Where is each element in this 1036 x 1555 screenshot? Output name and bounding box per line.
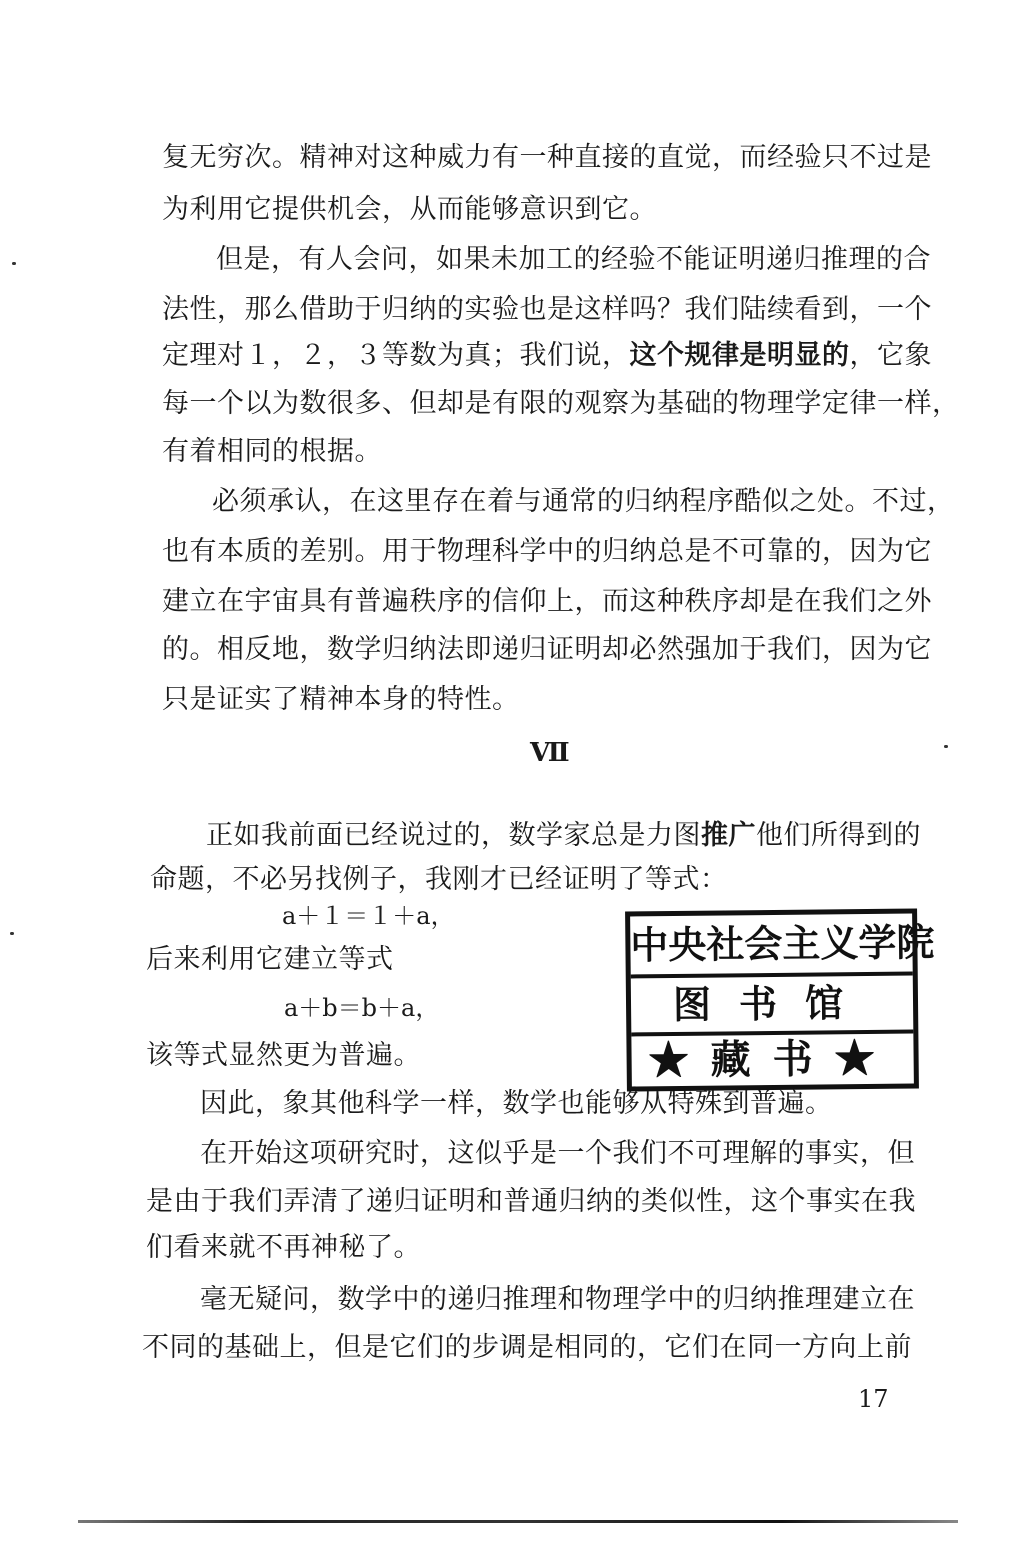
text-line-13-a: 正如我前面已经说过的，数学家总是力图 bbox=[206, 820, 701, 851]
emphasis-rule-obvious: 这个规律是明显的 bbox=[629, 340, 850, 371]
section-heading: Ⅶ bbox=[530, 738, 570, 768]
text-line-20: 们看来就不再神秘了。 bbox=[146, 1232, 421, 1263]
text-line-17: 因此，象其他科学一样，数学也能够从特殊到普遍。 bbox=[200, 1088, 833, 1119]
text-line-13-b: 他们所得到的 bbox=[756, 820, 921, 851]
equation-2: a＋b＝b＋a， bbox=[284, 994, 440, 1022]
text-line-7: 有着相同的根据。 bbox=[162, 436, 382, 467]
scan-speck bbox=[10, 932, 14, 935]
text-line-5-b: ，它象 bbox=[849, 340, 932, 371]
scan-speck bbox=[944, 745, 948, 748]
equation-1: a＋１＝１＋a， bbox=[282, 902, 455, 930]
text-line-14: 命题，不必另找例子，我刚才已经证明了等式： bbox=[150, 864, 728, 895]
text-line-11: 的。相反地，数学归纳法即递归证明却必然强加于我们，因为它 bbox=[162, 634, 932, 665]
text-line-8: 必须承认，在这里存在着与通常的归纳程序酷似之处。不过， bbox=[212, 486, 955, 517]
text-line-5-a: 定理对１，２，３等数为真；我们说， bbox=[162, 340, 630, 371]
stamp-collection: ★藏书★ bbox=[648, 1034, 897, 1085]
text-line-10: 建立在宇宙具有普遍秩序的信仰上，而这种秩序却是在我们之外 bbox=[162, 586, 932, 617]
text-line-13 bbox=[206, 818, 921, 854]
stamp-institution: 中央社会主义学院 bbox=[630, 914, 913, 979]
text-line-9: 也有本质的差别。用于物理科学中的归纳总是不可靠的，因为它 bbox=[162, 536, 932, 567]
text-line-18: 在开始这项研究时，这似乎是一个我们不可理解的事实，但 bbox=[200, 1138, 915, 1169]
text-line-6: 每一个以为数很多、但却是有限的观察为基础的物理学定律一样， bbox=[162, 388, 960, 419]
text-line-3: 但是，有人会问，如果未加工的经验不能证明递归推理的合 bbox=[216, 244, 931, 275]
text-line-19: 是由于我们弄清了递归证明和普通归纳的类似性，这个事实在我 bbox=[146, 1186, 916, 1217]
text-line-5 bbox=[162, 338, 932, 374]
page-number: 17 bbox=[858, 1385, 889, 1413]
scan-edge-line bbox=[78, 1520, 958, 1523]
text-line-21: 毫无疑问，数学中的递归推理和物理学中的归纳推理建立在 bbox=[200, 1284, 915, 1315]
text-line-2: 为利用它提供机会，从而能够意识到它。 bbox=[162, 194, 657, 225]
emphasis-generalize: 推广 bbox=[701, 820, 756, 851]
text-line-1: 复无穷次。精神对这种威力有一种直接的直觉，而经验只不过是 bbox=[162, 142, 932, 173]
text-line-15: 后来利用它建立等式 bbox=[146, 944, 394, 975]
library-stamp bbox=[625, 908, 935, 1091]
text-line-16: 该等式显然更为普遍。 bbox=[146, 1040, 421, 1071]
stamp-library: 图书馆 bbox=[631, 976, 914, 1037]
text-line-22: 不同的基础上，但是它们的步调是相同的，它们在同一方向上前 bbox=[142, 1332, 912, 1363]
text-line-12: 只是证实了精神本身的特性。 bbox=[162, 684, 520, 715]
text-line-4: 法性，那么借助于归纳的实验也是这样吗？我们陆续看到，一个 bbox=[162, 294, 932, 325]
scan-speck bbox=[12, 262, 16, 265]
